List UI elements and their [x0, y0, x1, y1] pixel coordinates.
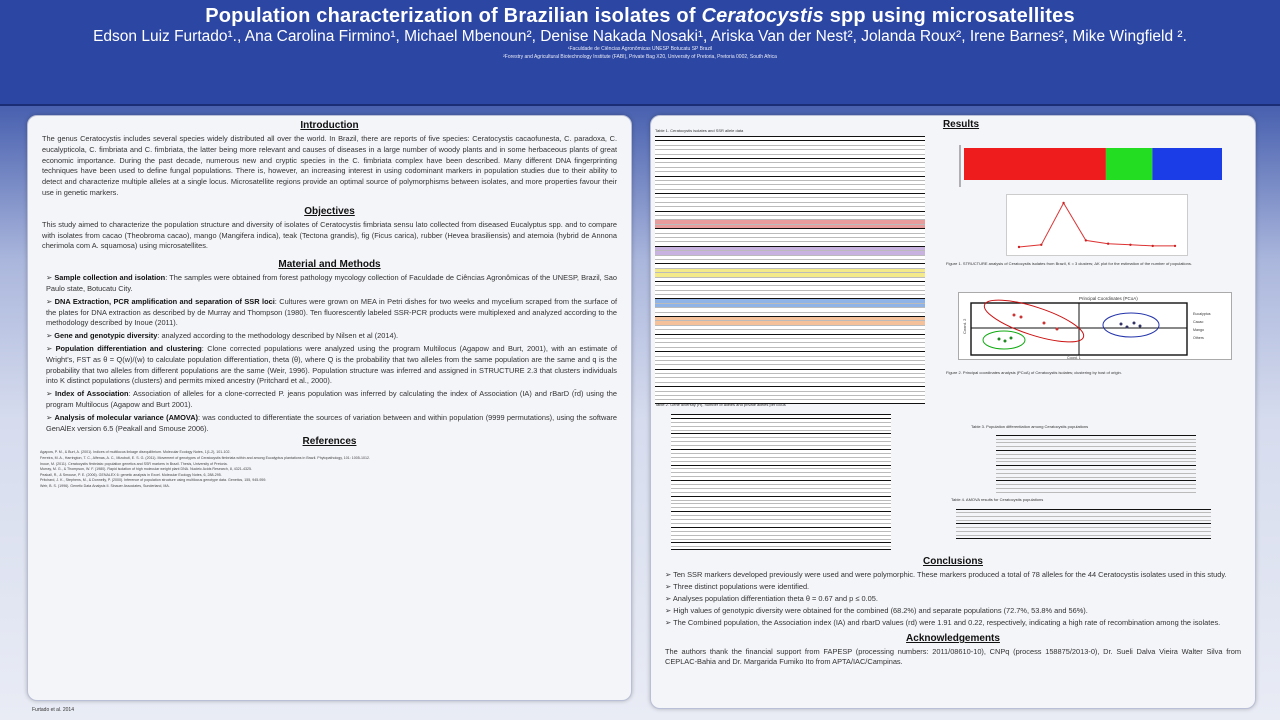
conclusion-text: High values of genotypic diversity were obtained for the combined (68.2%) and separate populations (72.7%, 53.8% and 56%). — [673, 606, 1088, 615]
reference-item: Agapow, P. M., & Burt, A. (2001). Indices of multilocus linkage disequilibrium. Molecular Ecology Notes, 1(1-2), 101-102. — [40, 450, 231, 455]
methods-item: ➢ Analysis of molecular variance (AMOVA): was conducted to differentiate the sources of variation between and within population (9999 permutations), using the software GenAlEx version 6.5 (Peakall and Smouse 2006). — [46, 412, 618, 433]
pcoa-point — [1120, 323, 1123, 326]
delta-k-point — [1152, 245, 1154, 247]
methods-item-text: : was conducted to differentiate the sources of variation between and within population (9999 permutations), using the software GenAlEx version 6.5 (Peakall and Smouse 2006). — [46, 412, 618, 433]
conclusion-text: The Combined population, the Association index (IA) and rbarD values (rd) were 1.91 and 0.22, respectively, indicating a high rate of recombination among the isolates. — [673, 618, 1221, 627]
pcoa-point — [1013, 314, 1016, 317]
structure-bar-2 — [1106, 148, 1152, 180]
pcoa-legend-item: Mango — [1193, 328, 1204, 332]
objectives-heading: Objectives — [304, 205, 355, 217]
conclusions-section — [651, 552, 1255, 667]
left-panel — [27, 115, 632, 701]
structure-bars — [964, 148, 1222, 180]
table3 — [996, 432, 1196, 494]
table4 — [956, 506, 1211, 540]
references-heading: References — [302, 436, 357, 448]
methods-item-label: Sample collection and isolation — [54, 273, 166, 283]
structure-bar-chart — [946, 142, 1226, 190]
reference-item: Pritchard, J. K., Stephens, M., & Donnelly, P. (2000). Inference of population structure using multilocus genotype data. Genetics, 155, 945-959. — [40, 478, 267, 483]
conclusion-item: ➢ The Combined population, the Association index (IA) and rbarD values (rd) were 1.91 and 0.22, respectively, indicating a high rate of recombination among the isolates. — [665, 618, 1221, 627]
pcoa-scatter-chart — [958, 292, 1232, 360]
structure-bar-1 — [964, 148, 1106, 180]
conclusion-item: ➢ High values of genotypic diversity were obtained for the combined (68.2%) and separate populations (72.7%, 53.8% and 56%). — [665, 606, 1088, 615]
pcoa-legend-item: Eucalyptus — [1193, 312, 1211, 316]
table1 — [655, 136, 925, 404]
conclusion-item: ➢ Ten SSR markers developed previously were used and were polymorphic. These markers produced a total of 78 alleles for the 44 Ceratocystis isolates used in this study. — [665, 570, 1227, 579]
methods-item-label: Index of Association — [55, 389, 129, 399]
pcoa-xlabel: Coord. 1 — [1067, 356, 1081, 360]
methods-item-label: Population differentiation and clustering — [55, 343, 202, 353]
poster-title — [40, 6, 1240, 26]
reference-item: Ferreira, M. A., Harrington, T. C., Alfenas, A. C., Mizubuti, E. S. G. (2011). Movement of genotypes of Ceratocystis fimbriata within and among Eucalyptus plantations in Brazil. Phytopathology, 101: 1005-1012. — [40, 455, 370, 460]
table-row — [996, 489, 1196, 493]
fig2-caption: Figure 2. Principal coordinates analysis (PCoA) of Ceratocystis isolates; clustering by host of origin. — [946, 370, 1122, 375]
pcoa-ellipse-blue — [1103, 313, 1159, 337]
results-heading: Results — [942, 119, 980, 130]
acknowledgements-text: The authors thank the financial support from FAPESP (processing numbers: 2011/08610-10), CNPq (process 158875/2013-0), Dr. Sueli Dalva Vieira Walter Silva from CEPLAC-Bahia and Dr. Margarida Fumiko Ito from APTA/IAC/Campinas. — [665, 647, 1241, 666]
title-part-end: spp using microsatellites — [823, 5, 1075, 27]
methods-item-text: : The samples were obtained from forest pathology mycology collection of Faculdade de Ciências Agronômicas of the UNESP, Brazil, Sao Paulo state, Botucatu City. — [46, 273, 617, 293]
conclusion-text: Three distinct populations were identified. — [673, 582, 810, 591]
introduction-heading: Introduction — [300, 120, 359, 131]
pcoa-point — [1043, 322, 1046, 325]
reference-item: Inoue, M. (2011). Ceratocystis fimbriata: population genetics and SSR markers in Brazil. Thesis, University of Pretoria. — [40, 461, 228, 466]
structure-bar-3 — [1152, 148, 1222, 180]
table1-caption: Table 1. Ceratocystis isolates and SSR allele data — [655, 128, 744, 133]
delta-k-line-chart — [1006, 194, 1188, 256]
acknowledgements-heading: Acknowledgements — [906, 633, 1000, 644]
delta-k-point — [1062, 202, 1064, 204]
pcoa-point — [1056, 328, 1059, 331]
delta-k-point — [1040, 244, 1042, 246]
delta-k-points — [1018, 202, 1176, 248]
methods-item-text: : analyzed according to the methodology described by Nilsen et al (2014). — [157, 331, 399, 341]
conclusion-text: Analyses population differentiation theta θ = 0.67 and p ≤ 0.05. — [672, 594, 878, 603]
conclusions-heading: Conclusions — [922, 556, 983, 567]
delta-k-point — [1129, 244, 1131, 246]
author-list: Edson Luiz Furtado¹., Ana Carolina Firmino¹, Michael Mbenoun², Denise Nakada Nosaki¹, Ariska Van der Nest², Jolanda Roux², Irene Barnes², Mike Wingfield ². — [93, 28, 1187, 45]
pcoa-point — [1126, 326, 1129, 329]
table-row — [956, 536, 1211, 540]
table3-caption: Table 3. Population differentiation among Ceratocystis populations — [971, 424, 1089, 429]
methods-item-label: Gene and genotypic diversity — [54, 331, 158, 341]
delta-k-point — [1018, 246, 1020, 248]
pcoa-title: Principal Coordinates (PCoA) — [1079, 296, 1138, 301]
conclusion-text: Ten SSR markers developed previously were used and were polymorphic. These markers produced a total of 78 alleles for the 44 Ceratocystis isolates used in this study. — [673, 570, 1227, 579]
title-genus: Ceratocystis — [701, 5, 824, 27]
pcoa-legend-item: Others — [1193, 336, 1204, 340]
delta-k-point — [1174, 245, 1176, 247]
table-row — [671, 543, 891, 547]
pcoa-legend-item: Cacao — [1193, 320, 1204, 324]
methods-item-label: Analysis of molecular variance (AMOVA) — [54, 412, 198, 422]
affiliation-1: ¹Faculdade de Ciências Agronômicas UNESP Botucatu SP Brazil — [567, 46, 713, 52]
pcoa-ylabel: Coord. 2 — [962, 318, 967, 334]
fig1-caption: Figure 1. STRUCTURE analysis of Ceratocystis isolates from Brazil, K = 3 clusters; ΔK plot for the estimation of the number of populations. — [946, 261, 1192, 266]
methods-item: ➢ Sample collection and isolation: The samples were obtained from forest pathology mycology collection of Faculdade de Ciências Agronômicas of the UNESP, Brazil, Sao Paulo state, Botucatu City. — [46, 273, 617, 293]
pcoa-point — [1010, 337, 1013, 340]
pcoa-ellipse-red — [980, 292, 1088, 350]
reference-item: Murray, M. G., & Thompson, W. F. (1980). Rapid isolation of high molecular weight plant DNA. Nucleic Acids Research, 8, 4321-4325. — [40, 467, 252, 472]
pcoa-point — [1020, 316, 1023, 319]
poster-header — [0, 0, 1280, 106]
conclusion-item: ➢ Analyses population differentiation theta θ = 0.67 and p ≤ 0.05. — [665, 594, 878, 603]
methods-item-text: : Clone corrected populations were analyzed using the program Multilocus (Agapow and Burt, 2001), with an estimate of Wright's, FST as θ = Q(w)/(w) to calculate population differentiation, theta (θ), where Q is the probability that two alleles from the same population are the same and q is the probability that two alleles from different populations are the same (Weir, 1996). Population structure was inferred and assigned in STRUCTURE 2.3 that clusters individuals into K distinct populations (clusters) and permits mixed ancestry (Pritchard et al., 2000). — [46, 343, 617, 386]
methods-item: ➢ Gene and genotypic diversity: analyzed according to the methodology described by Nilsen et al (2014). — [46, 331, 399, 341]
pcoa-point — [998, 338, 1001, 341]
methods-item-text: : Cultures were grown on MEA in Petri dishes for two weeks and mycelium scraped from the surface of the plates for DNA extraction as described by de Murray and Thompson (1980). Ten fluorescently labeled SSR-PCR products were multiplexed and analyzed according to the methodology described by Inoue (2011). — [46, 296, 617, 328]
methods-heading: Material and Methods — [278, 259, 381, 271]
delta-k-series — [1019, 203, 1175, 247]
methods-item: ➢ Population differentiation and clustering: Clone corrected populations were analyzed using the program Multilocus (Agapow and Burt, 2001), with an estimate of Wright's, FST as θ = Q(w)/(w) to calculate population differentiation, theta (θ), where Q is the probability that two alleles from the same population are the same and q is the probability that two alleles from different populations are the same (Weir, 1996). Population structure was inferred and assigned in STRUCTURE 2.3 that clusters individuals into K distinct populations (clusters) and permits mixed ancestry (Pritchard et al., 2000). — [46, 343, 617, 386]
introduction-text: The genus Ceratocystis includes several species widely distributed all over the world. In Brazil, there are reports of five species: Ceratocystis cacaofunesta, C. paradoxa, C. eucalypticola, C. fimbriata and C. fimbriata, the latter being more relevant and causes of diseases in a large number of woody plants and in some herbaceous plants of great economic importance. During the past decade, numerous new and cryptic species in the C. fimbriata complex have been described. Many different DNA fingerprinting techniques have been used to define fungal populations. There is, however, an increasing interest in using codominant markers in population studies due to their ability to detect and characterize multiple alleles at a single locus. Microsatellite regions provide an optimal source of polymorphisms between isolates, and more properties favour their use in genetic markers. — [42, 134, 617, 197]
conclusion-item: ➢ Three distinct populations were identified. — [665, 582, 810, 591]
reference-item: Peakall, R., & Smouse, P. E. (2006). GENALEX 6: genetic analysis in Excel. Molecular Ecology Notes, 6, 288-295. — [40, 472, 222, 477]
pcoa-point — [1004, 340, 1007, 343]
delta-k-point — [1107, 243, 1109, 245]
methods-item-label: DNA Extraction, PCR amplification and separation of SSR loci — [54, 296, 275, 306]
title-part: Population characterization of Brazilian isolates of — [205, 5, 702, 27]
table4-caption: Table 4. AMOVA results for Ceratocystis populations — [951, 497, 1044, 502]
affiliation-2: ²Forestry and Agricultural Biotechnology Institute (FABI), Private Bag X20, University of Pretoria, Pretoria 0002, South Africa — [503, 54, 777, 60]
pcoa-point — [1133, 322, 1136, 325]
table2-caption: Table 2. Gene diversity (H), number of alleles and private alleles per locus — [655, 402, 786, 407]
delta-k-point — [1085, 239, 1087, 241]
methods-item-text: : Association of alleles for a clone-corrected P. jeans population was inferred by calculating the index of Association (IA) and rBarD (r̄d) using the program Multilocus (Agapow and Burt 2001). — [46, 389, 617, 409]
table-row — [655, 396, 925, 400]
objectives-text: This study aimed to characterize the population structure and diversity of isolates of Ceratocystis fimbriata sensu lato collected from diseased Eucalyptus spp. and to compare with isolates from cacao (Theobroma cacao), mango (Mangifera indica), teak (Tectona grandis), fig (Ficus carica), rubber (Hevea brasiliensis) and atemoia (hybrid de Annona cherimola com A. squamosa) using microsatellites. — [42, 219, 617, 251]
reference-item: Weir, B. S. (1996). Genetic Data Analysis II. Sinauer Associates, Sunderland, MA. — [40, 483, 170, 488]
pcoa-point — [1139, 325, 1142, 328]
table2 — [671, 414, 891, 550]
methods-item: ➢ DNA Extraction, PCR amplification and separation of SSR loci: Cultures were grown on MEA in Petri dishes for two weeks and mycelium scraped from the surface of the plates for DNA extraction as described by de Murray and Thompson (1980). Ten fluorescently labeled SSR-PCR products were multiplexed and analyzed according to the methodology described by Inoue (2011). — [46, 296, 617, 328]
right-panel — [650, 115, 1256, 709]
footer-note: Furtado et al. 2014 — [32, 707, 74, 713]
methods-item: ➢ Index of Association: Association of alleles for a clone-corrected P. jeans population was inferred by calculating the index of Association (IA) and rBarD (r̄d) using the program Multilocus (Agapow and Burt 2001). — [46, 389, 617, 409]
